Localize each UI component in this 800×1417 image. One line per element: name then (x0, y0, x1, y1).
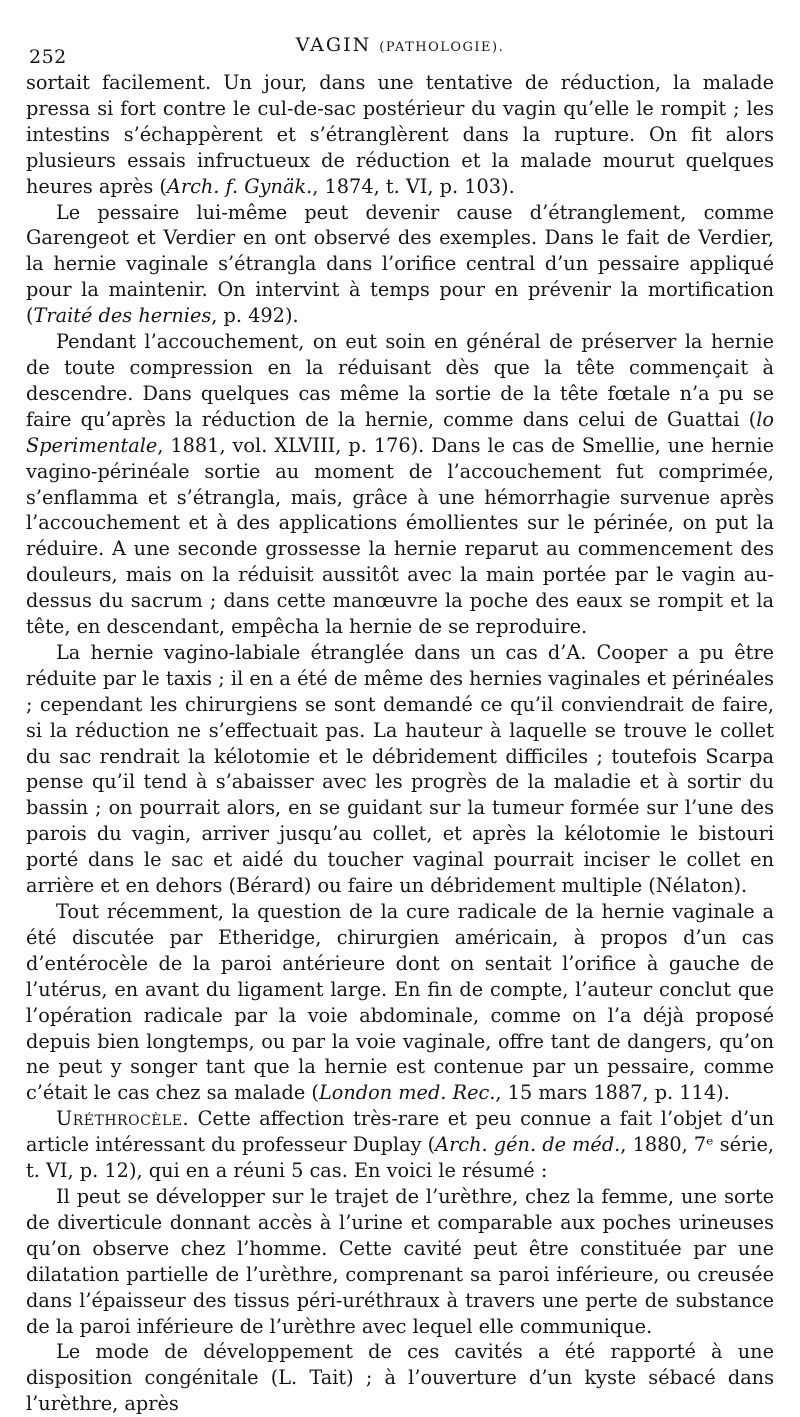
text-run: Pendant l’accouchement, on eut soin en général de préserver la hernie de toute compression en la réduisant dès que la tête commençait à descendre. Dans quelques cas même la sortie de la tête fœtale n’a pu se faire qu’après la réduction de la hernie, comme dans celui de Guattai ( (26, 330, 774, 431)
citation-italic: Traité des hernies (33, 304, 212, 328)
paragraph-p7 (26, 1184, 774, 1339)
text-run: Cette affection très-rare et peu connue a fait l’objet d’un article intéressant du professeur Duplay ( (26, 1107, 774, 1157)
page-number: 252 (29, 46, 67, 68)
running-title-sub: (PATHOLOGIE). (379, 40, 505, 55)
paragraph-p4 (26, 640, 774, 899)
running-title (26, 34, 774, 56)
citation-italic: Arch. f. Gynäk. (166, 174, 313, 198)
text-run: Tout récemment, la question de la cure radicale de la hernie vaginale a été discutée par Etheridge, chirurgien américain, à propos d’un cas d’entérocèle de la paroi antérieure dont on sentait l’orifice à gauche de l’utérus, en avant du ligament large. En fin de compte, l’auteur conclut que l’opération radicale par la voie abdominale, comme on l’a déjà proposé depuis bien longtemps, ou par la voie vaginale, offre tant de dangers, qu’on ne peut y songer tant que la hernie est contenue par un pessaire, comme c’était le cas chez sa malade ( (26, 900, 774, 1105)
text-run: Le pessaire lui-même peut devenir cause d’étranglement, comme Garengeot et Verdier en ont observé des exemples. Dans le fait de Verdier, la hernie vaginale s’étrangla dans l’orifice central d’un pessaire appliqué pour la maintenir. On intervint à temps pour en prévenir la mortification ( (26, 200, 774, 328)
text-run: , 1874, t. VI, p. 103). (312, 174, 515, 198)
text-run: Il peut se développer sur le trajet de l’urèthre, chez la femme, une sorte de diverticule donnant accès à l’urine et comparable aux poches urineuses qu’on observe chez l’homme. Cette cavité peut être constituée par une dilatation partielle de l’urèthre, comprenant sa paroi inférieure, ou creusée dans l’épaisseur des tissus péri-uréthraux à travers une perte de substance de la paroi inférieure de l’urèthre avec lequel elle communique. (26, 1184, 774, 1338)
text-run: , p. 492). (211, 304, 299, 328)
paragraph-p6 (26, 1106, 774, 1184)
citation-italic: Arch. gén. de méd. (435, 1133, 621, 1157)
paragraph-p8 (26, 1339, 774, 1417)
paragraph-p1 (26, 70, 774, 200)
body-text (26, 70, 774, 1417)
paragraph-p5 (26, 899, 774, 1106)
text-run: La hernie vagino-labiale étranglée dans un cas d’A. Cooper a pu être réduite par le taxis ; il en a été de même des hernies vaginales et périnéales ; cependant les chirurgiens se sont demandé ce qu’il conviendrait de faire, si la réduction ne s’effectuait pas. La hauteur à laquelle se trouve le collet du sac rendrait la kélotomie et le débridement difficiles ; toutefois Scarpa pense qu’il tend à s’abaisser avec les progrès de la maladie et à sortir du bassin ; on pourrait alors, en se guidant sur la tumeur formée sur l’une des parois du vagin, arriver jusqu’au collet, et après la kélotomie le bistouri porté dans le sac et aidé du toucher vaginal pourrait inciser le collet en arrière et en dehors (Bérard) ou faire un débridement multiple (Nélaton). (26, 640, 774, 898)
text-run: , 1880, 7ᵉ série, t. VI, p. 12), qui en a réuni 5 cas. En voici le résumé : (26, 1133, 775, 1183)
paragraph-p3 (26, 329, 774, 640)
citation-italic: lo Sperimentale (26, 407, 774, 457)
text-run: , 1881, vol. XLVIII, p. 176). Dans le cas de Smellie, une hernie vagino-périnéale sortie au moment de l’accouchement fut comprimée, s’enflamma et s’étrangla, mais, grâce à une hémorrhagie survenue après l’accouchement et à des applications émollientes sur le périnée, on put la réduire. A une seconde grossesse la hernie reparut au commencement des douleurs, mais on la réduisit aussitôt avec la main portée par le vagin au-dessus du sacrum ; dans cette manœuvre la poche des eaux se rompit et la tête, en descendant, empêcha la hernie de se reproduire. (26, 433, 774, 639)
running-header (26, 28, 774, 68)
running-title-main: VAGIN (295, 34, 372, 56)
text-run: Le mode de développement de ces cavités a été rapporté à une disposition congénitale (L. Tait) ; à l’ouverture d’un kyste sébacé dans l’urèthre, après (26, 1340, 774, 1416)
section-term: Uréthrocèle. (56, 1107, 190, 1131)
text-run: sortait facilement. Un jour, dans une tentative de réduction, la malade pressa si fort contre le cul-de-sac postérieur du vagin qu’elle le rompit ; les intestins s’échappèrent et s’étranglèrent dans la rupture. On fit alors plusieurs essais infructueux de réduction et la malade mourut quelques heures après ( (26, 71, 774, 198)
text-run: , 15 mars 1887, p. 114). (495, 1081, 730, 1105)
paragraph-p2 (26, 200, 774, 330)
citation-italic: London med. Rec. (318, 1081, 496, 1105)
